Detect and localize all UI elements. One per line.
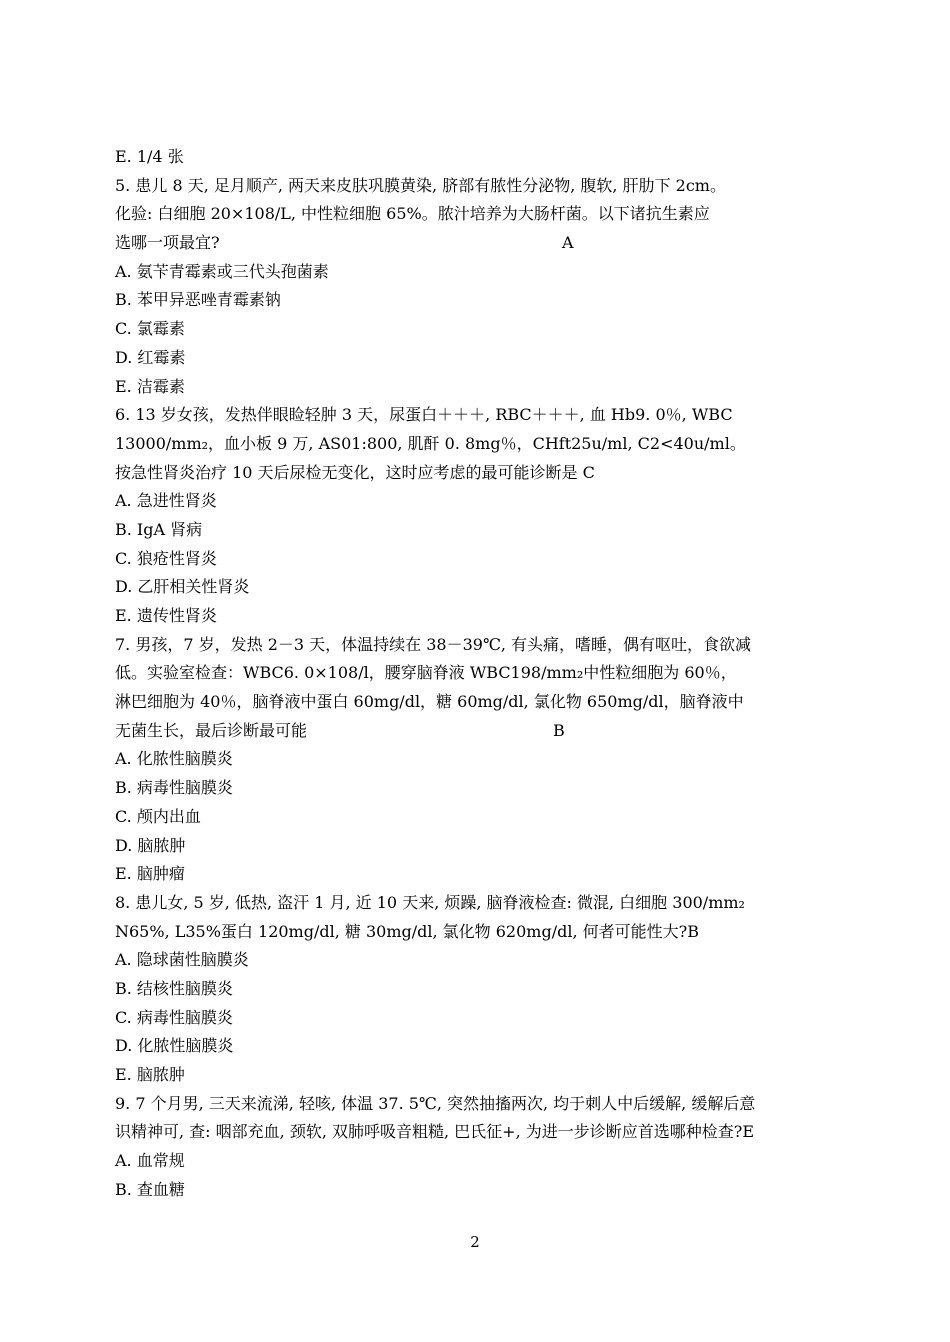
option-line: C. 狼疮性肾炎 bbox=[115, 548, 217, 568]
option-line: B. IgA 肾病 bbox=[115, 519, 203, 539]
option-line: B. 病毒性脑膜炎 bbox=[115, 778, 233, 798]
question-6-line: 13000/mm₂，血小板 9 万, AS01:800, 肌酐 0. 8mg％，CHft25u/ml, C2<40u/ml。 bbox=[115, 433, 746, 453]
document-body bbox=[115, 143, 875, 1204]
question-7-line: 淋巴细胞为 40％，脑脊液中蛋白 60mg/dl，糖 60mg/dl, 氯化物 650mg/dl，脑脊液中 bbox=[115, 692, 744, 712]
option-line: E. 脑肿瘤 bbox=[115, 864, 185, 884]
option-line: D. 乙肝相关性肾炎 bbox=[115, 577, 250, 597]
option-line: C. 氯霉素 bbox=[115, 319, 185, 339]
option-line: E. 1/4 张 bbox=[115, 147, 184, 166]
question-7-line: 7. 男孩，7 岁，发热 2－3 天，体温持续在 38－39℃, 有头痛，嗜睡，偶有呕吐，食欲减 bbox=[115, 634, 752, 654]
option-line: C. 颅内出血 bbox=[115, 806, 201, 826]
option-line: C. 病毒性脑膜炎 bbox=[115, 1007, 233, 1027]
question-8-line: 8. 患儿女, 5 岁, 低热, 盗汗 1 月, 近 10 天来, 烦躁, 脑脊液检查: 微混, 白细胞 300/mm₂ bbox=[115, 892, 745, 912]
option-line: A. 氨苄青霉素或三代头孢菌素 bbox=[115, 261, 329, 281]
question-5-line: 化验: 白细胞 20×108/L, 中性粒细胞 65%。脓汁培养为大肠杆菌。以下诸抗生素应 bbox=[115, 204, 710, 224]
question-7-line: 低。实验室检查：WBC6. 0×108/l，腰穿脑脊液 WBC198/mm₂中性粒细胞为 60％， bbox=[115, 663, 737, 683]
option-line: A. 血常规 bbox=[115, 1151, 185, 1171]
question-5-line: 选哪一项最宜? A bbox=[115, 229, 875, 258]
question-7-answer: B bbox=[553, 720, 565, 740]
option-line: B. 查血糖 bbox=[115, 1179, 185, 1199]
option-line: D. 化脓性脑膜炎 bbox=[115, 1036, 234, 1056]
option-line: E. 洁霉素 bbox=[115, 376, 185, 396]
option-line: E. 脑脓肿 bbox=[115, 1065, 185, 1084]
question-5-answer: A bbox=[562, 233, 574, 253]
option-line: A. 急进性肾炎 bbox=[115, 491, 217, 511]
option-line: D. 脑脓肿 bbox=[115, 835, 186, 855]
option-line: B. 苯甲异恶唑青霉素钠 bbox=[115, 290, 281, 310]
page-number: 2 bbox=[470, 1233, 480, 1251]
option-line: D. 红霉素 bbox=[115, 347, 186, 367]
option-line: E. 遗传性肾炎 bbox=[115, 606, 217, 625]
option-line: A. 隐球菌性脑膜炎 bbox=[115, 950, 249, 970]
question-8-line: N65%, L35%蛋白 120mg/dl, 糖 30mg/dl, 氯化物 620mg/dl, 何者可能性大?B bbox=[115, 921, 699, 941]
question-6-line: 按急性肾炎治疗 10 天后尿检无变化，这时应考虑的最可能诊断是 C bbox=[115, 462, 595, 482]
option-line: A. 化脓性脑膜炎 bbox=[115, 749, 233, 769]
question-6-line: 6. 13 岁女孩，发热伴眼睑轻肿 3 天，尿蛋白＋＋＋, RBC＋＋＋, 血 Hb9. 0％, WBC bbox=[115, 405, 733, 425]
question-5-line: 5. 患儿 8 天, 足月顺产, 两天来皮肤巩膜黄染, 脐部有脓性分泌物, 腹软, 肝肋下 2cm。 bbox=[115, 175, 726, 195]
option-line: B. 结核性脑膜炎 bbox=[115, 978, 233, 998]
question-9-line: 识精神可, 查: 咽部充血, 颈软, 双肺呼吸音粗糙, 巴氏征+, 为进一步诊断应首选哪种检查?E bbox=[115, 1122, 755, 1142]
question-7-line: 无菌生长，最后诊断最可能 B bbox=[115, 717, 875, 746]
question-9-line: 9. 7 个月男, 三天来流涕, 轻咳, 体温 37. 5℃, 突然抽搐两次, 均于刺人中后缓解, 缓解后意 bbox=[115, 1093, 756, 1113]
